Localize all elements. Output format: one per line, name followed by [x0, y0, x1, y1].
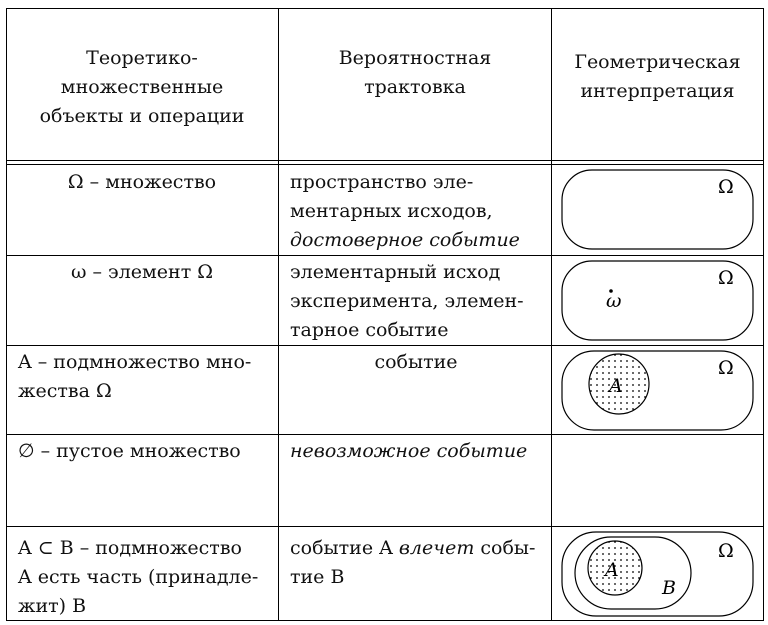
col-border-left: [6, 8, 7, 621]
row3-prob-text: событие: [374, 351, 458, 373]
header-bottom-border-1: [6, 160, 764, 161]
omega-label: Ω: [718, 357, 734, 379]
row2-set-text: ω – элемент Ω: [70, 261, 214, 283]
header-probability: Вероятностная трактовка: [338, 47, 492, 98]
row1-set-text: Ω – множество: [67, 171, 217, 193]
col-border-right: [763, 8, 764, 621]
row5-prob-post: собы-: [474, 537, 536, 559]
row1-omega-diagram: [552, 165, 763, 255]
set-b-label: B: [662, 577, 676, 599]
row2-prob-text: элементарный исход эксперимента, элемен- тарное событие: [290, 261, 524, 341]
omega-label: Ω: [718, 540, 734, 562]
set-a-label: A: [605, 559, 619, 581]
row3-set-text: A – подмножество мно- жества Ω: [18, 351, 252, 402]
header-geometry: Геометрическая интерпретация: [574, 51, 741, 102]
header-set-theory: Теоретико- множественные объекты и операции: [39, 47, 245, 127]
row5-inclusion-diagram: [552, 527, 763, 620]
set-a-label: A: [609, 375, 623, 397]
row1-prob-text: пространство эле- ментарных исходов, достоверное событие: [290, 171, 520, 251]
row5-prob-implies: влечет: [398, 537, 475, 559]
table-top-border: [6, 8, 764, 9]
row5-prob-text: событие A влечет собы- тие B: [290, 537, 536, 588]
row5-prob-pre: событие A: [290, 537, 399, 559]
row4-prob-text: невозможное событие: [290, 440, 528, 462]
element-label: ω: [606, 290, 622, 312]
row-divider-3: [6, 434, 764, 435]
omega-label: Ω: [718, 176, 734, 198]
col-border-1: [278, 8, 279, 621]
row4-set-text: ∅ – пустое множество: [18, 440, 241, 462]
omega-label: Ω: [718, 267, 734, 289]
row3-subset-diagram: [552, 346, 763, 434]
row2-element-diagram: [552, 256, 763, 345]
row5-set-text: A ⊂ B – подмножество A есть часть (принадле- жит) B: [18, 537, 259, 617]
